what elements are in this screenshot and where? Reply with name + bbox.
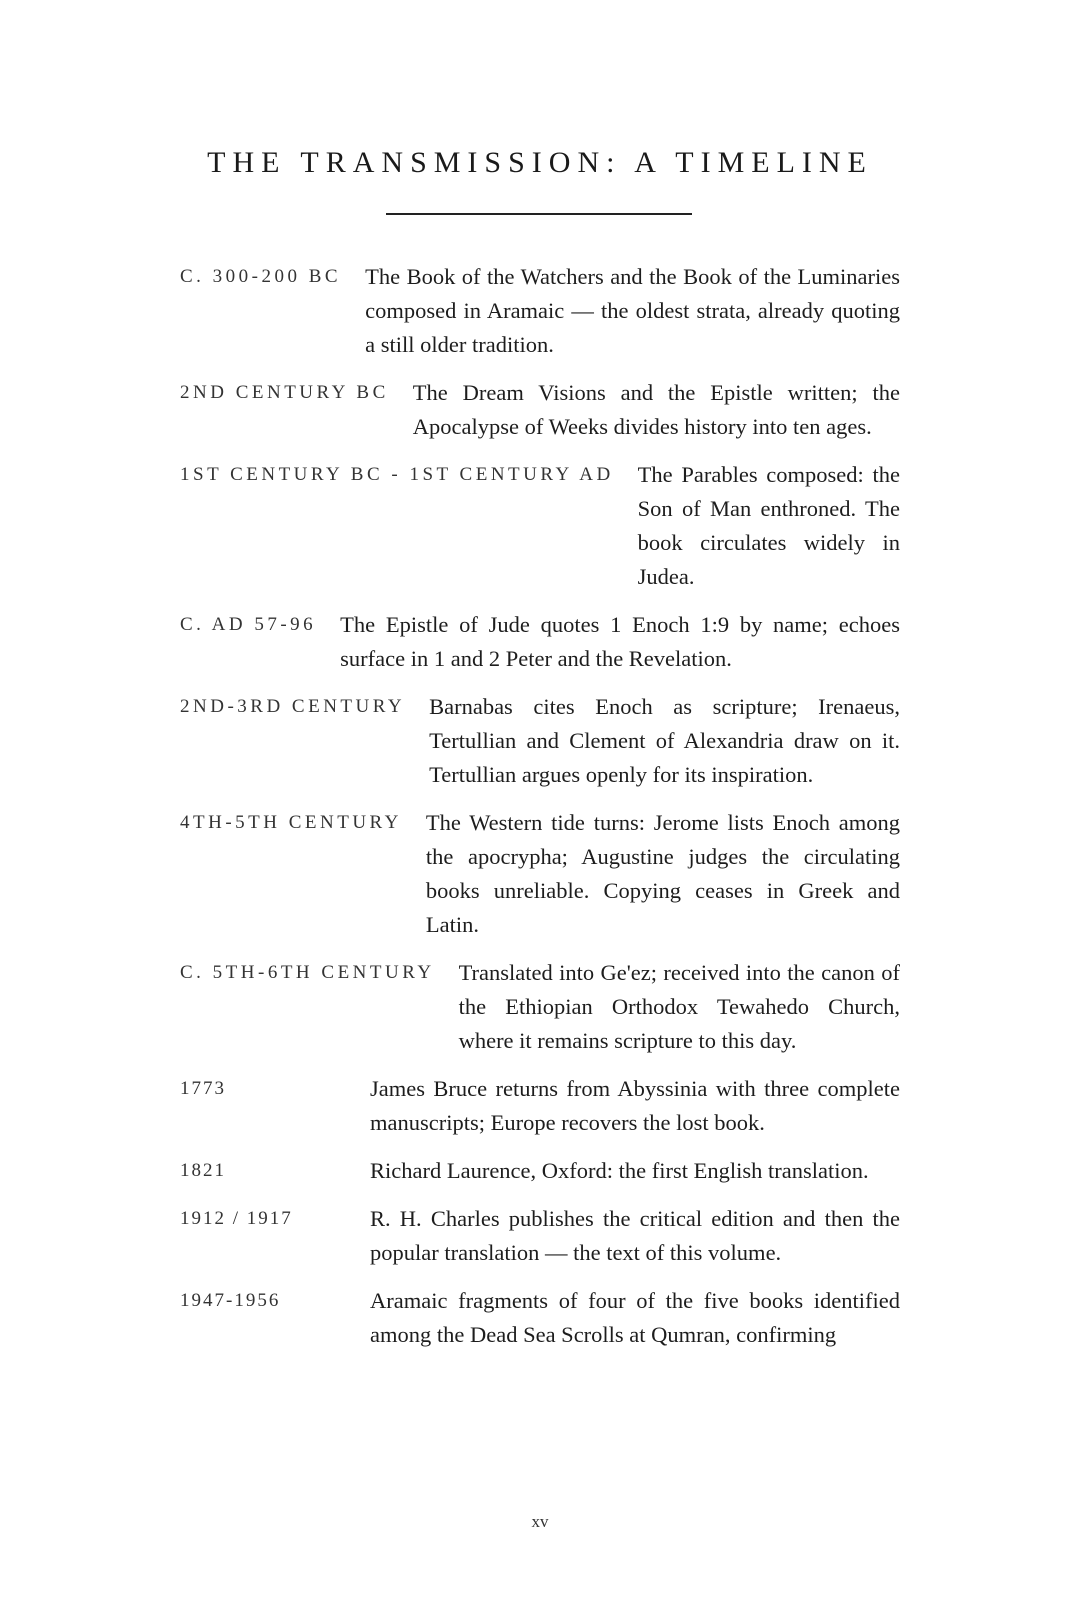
entry-date: 4TH-5TH CENTURY — [180, 812, 402, 833]
entry-text: The Dream Visions and the Epistle written; the Apocalypse of Weeks divides history into ten ages. — [412, 380, 900, 439]
entry-text: R. H. Charles publishes the critical edition and then the popular translation — the text of this volume. — [370, 1206, 900, 1265]
entry-date: 1773 — [180, 1078, 226, 1099]
timeline-entry — [180, 1154, 900, 1188]
timeline-entry — [180, 806, 900, 942]
timeline-entry — [180, 608, 900, 676]
timeline — [180, 260, 900, 1366]
entry-text: Barnabas cites Enoch as scripture; Irenaeus, Tertullian and Clement of Alexandria draw on it. Tertullian argues openly for its inspiration. — [429, 694, 900, 787]
timeline-entry — [180, 458, 900, 594]
entry-text: James Bruce returns from Abyssinia with three complete manuscripts; Europe recovers the lost book. — [370, 1076, 900, 1135]
entry-text: Richard Laurence, Oxford: the first English translation. — [370, 1158, 869, 1183]
entry-date: 1ST CENTURY BC - 1ST CENTURY AD — [180, 464, 614, 485]
entry-text: The Western tide turns: Jerome lists Enoch among the apocrypha; Augustine judges the circulating books unreliable. Copying ceases in Greek and Latin. — [425, 810, 900, 937]
entry-date: C. 300-200 BC — [180, 266, 342, 287]
title-rule — [386, 213, 692, 215]
timeline-entry — [180, 260, 900, 362]
entry-date: 1821 — [180, 1160, 226, 1181]
entry-date: 2ND CENTURY BC — [180, 382, 389, 403]
entry-text: The Epistle of Jude quotes 1 Enoch 1:9 by name; echoes surface in 1 and 2 Peter and the Revelation. — [340, 612, 900, 671]
timeline-entry — [180, 1284, 900, 1352]
entry-text: Aramaic fragments of four of the five books identified among the Dead Sea Scrolls at Qumran, confirming — [370, 1288, 900, 1347]
entry-date: C. 5TH-6TH CENTURY — [180, 962, 435, 983]
entry-text: Translated into Ge'ez; received into the canon of the Ethiopian Orthodox Tewahedo Church, where it remains scripture to this day. — [458, 960, 900, 1053]
timeline-entry — [180, 1202, 900, 1270]
timeline-entry — [180, 956, 900, 1058]
timeline-entry — [180, 1072, 900, 1140]
entry-text: The Parables composed: the Son of Man enthroned. The book circulates widely in Judea. — [637, 462, 900, 589]
entry-text: The Book of the Watchers and the Book of the Luminaries composed in Aramaic — the oldest strata, already quoting a still older tradition. — [365, 264, 900, 357]
entry-date: 1912 / 1917 — [180, 1208, 293, 1229]
entry-date: 2ND-3RD CENTURY — [180, 696, 406, 717]
page-title: THE TRANSMISSION: A TIMELINE — [207, 146, 873, 179]
timeline-entry — [180, 376, 900, 444]
entry-date: 1947-1956 — [180, 1290, 281, 1311]
page-number: xv — [531, 1512, 549, 1531]
timeline-entry — [180, 690, 900, 792]
entry-date: C. AD 57-96 — [180, 614, 317, 635]
